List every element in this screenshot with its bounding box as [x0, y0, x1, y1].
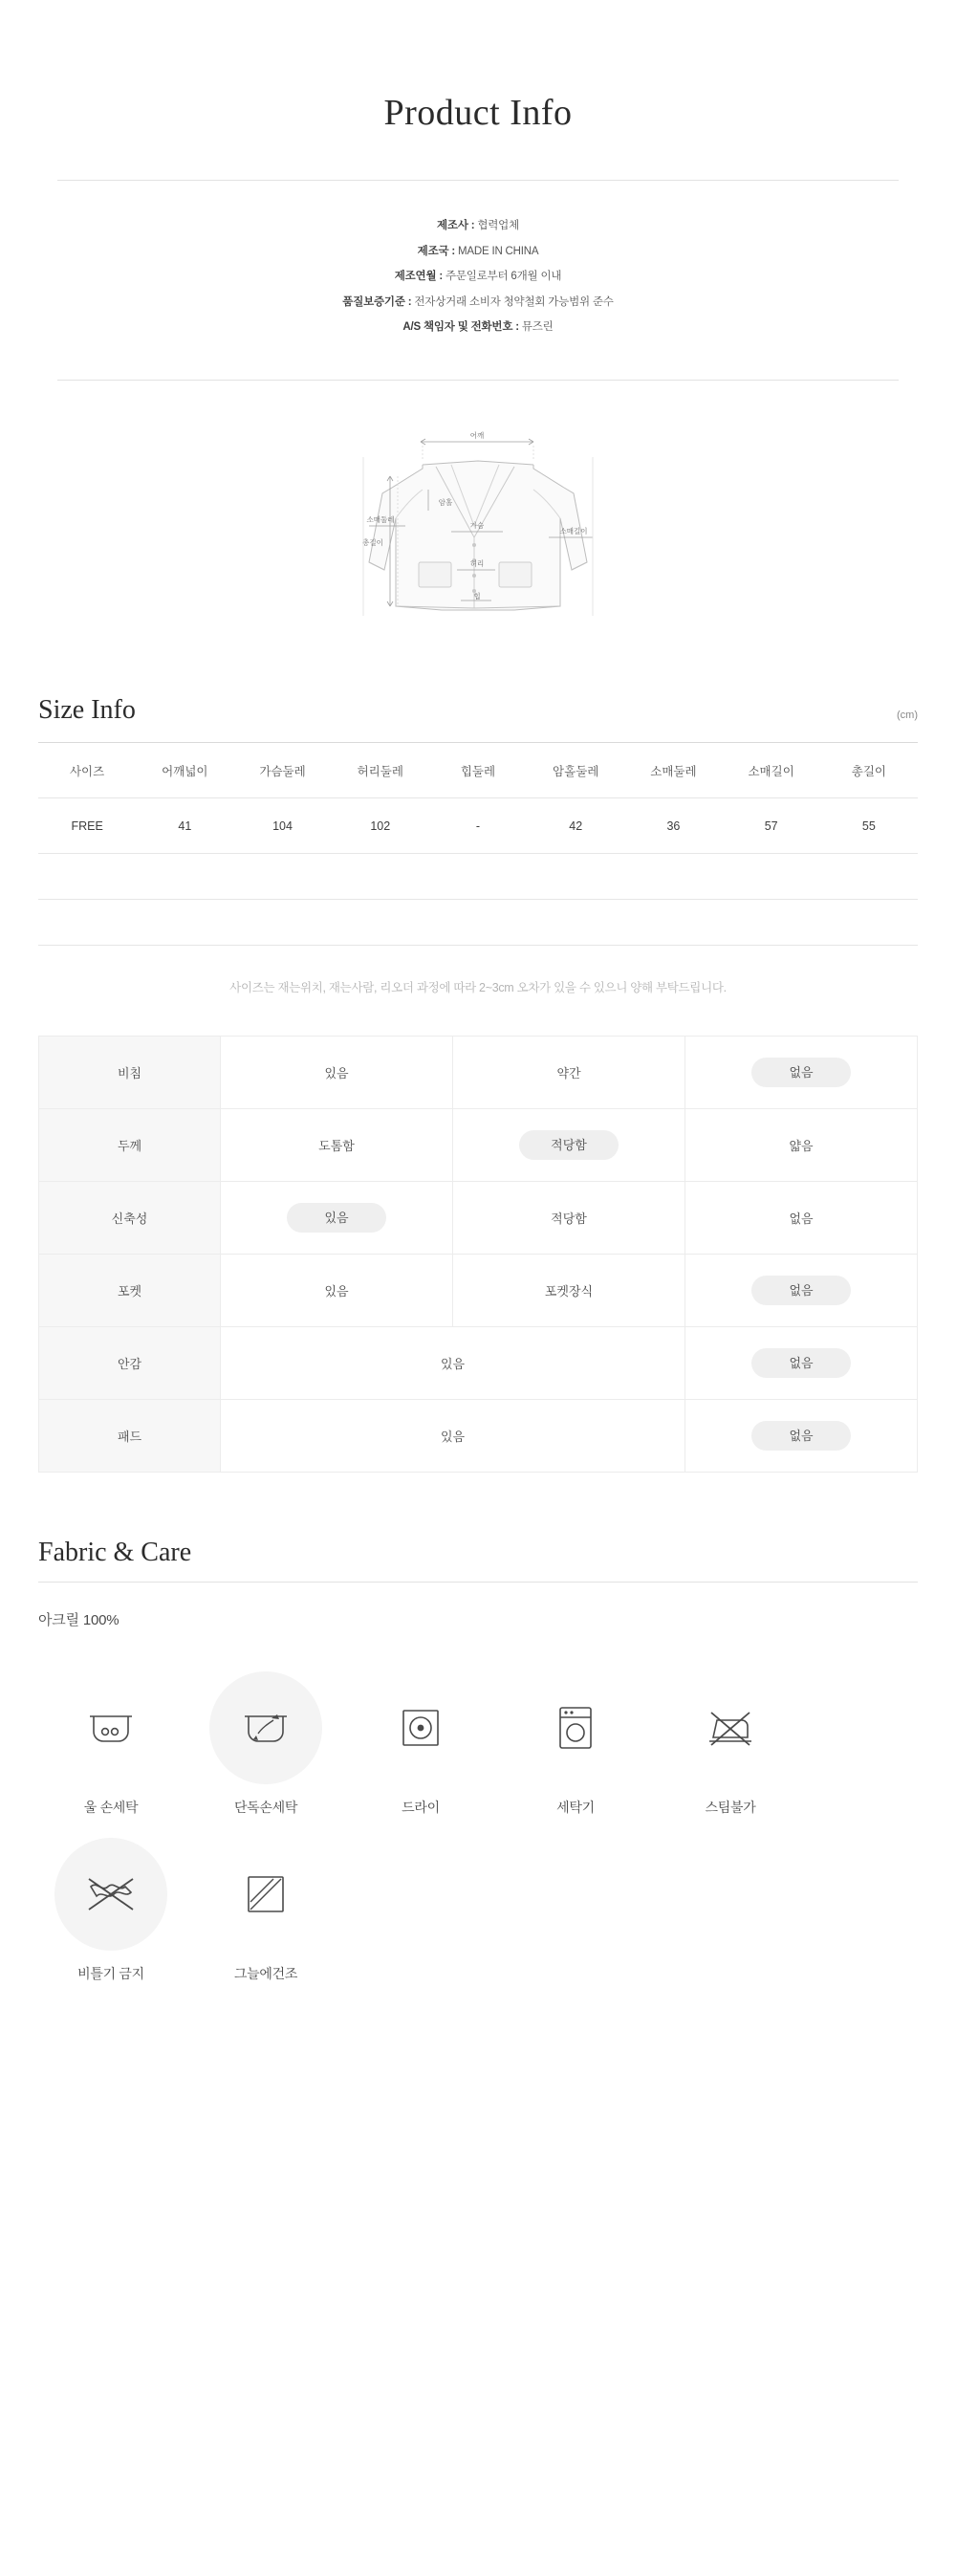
size-col-header: 암홀둘레	[527, 743, 624, 798]
care-item-label: 드라이	[402, 1800, 440, 1816]
size-cell: 41	[136, 798, 233, 854]
table-row-empty	[38, 900, 918, 946]
info-row: 제조사 : 협력업체	[437, 220, 519, 231]
hand-wash-wool-icon	[54, 1671, 167, 1784]
attribute-option-text: 약간	[556, 1066, 581, 1081]
attribute-option-text: 없음	[751, 1421, 851, 1451]
info-row: A/S 책임자 및 전화번호 : 뮤즈린	[402, 321, 554, 333]
garment-measurement-diagram	[0, 381, 956, 667]
fabric-composition: 아크릴 100%	[38, 1612, 120, 1629]
info-row-value: 뮤즈린	[521, 321, 554, 333]
care-item-label: 단독손세탁	[233, 1800, 298, 1816]
size-note: 사이즈는 재는위치, 재는사람, 리오더 과정에 따라 2~3cm 오차가 있을 수 있으니 양해 부탁드립니다.	[229, 981, 727, 995]
attribute-option-text: 있음	[287, 1203, 386, 1233]
attribute-option-text: 없음	[751, 1348, 851, 1378]
size-col-header: 소매길이	[723, 743, 820, 798]
size-table-body	[38, 798, 918, 946]
size-cell: -	[429, 798, 527, 854]
size-cell: 102	[332, 798, 429, 854]
attribute-option-selected[interactable]	[685, 1327, 918, 1400]
garment-diagram-svg	[277, 419, 679, 639]
attribute-option-selected[interactable]	[453, 1109, 685, 1182]
care-item	[38, 1671, 184, 1817]
table-row	[38, 798, 918, 854]
size-cell: FREE	[38, 798, 136, 854]
size-col-header: 가슴둘레	[233, 743, 331, 798]
info-row-label: 제조연월	[394, 271, 437, 282]
table-row	[39, 1255, 918, 1327]
attribute-option[interactable]	[685, 1109, 918, 1182]
attribute-option[interactable]	[221, 1109, 453, 1182]
info-row-value: 주문일로부터 6개월 이내	[445, 271, 562, 282]
attribute-option-selected[interactable]	[685, 1400, 918, 1473]
diagram-label-waist: 허리	[469, 558, 485, 568]
diagram-label-total-length: 총길이	[362, 537, 383, 547]
info-row: 제조연월 : 주문일로부터 6개월 이내	[394, 271, 562, 282]
table-row-empty	[38, 854, 918, 900]
table-row	[39, 1327, 918, 1400]
attribute-option-text: 얇음	[789, 1139, 814, 1154]
care-instructions-grid	[38, 1671, 918, 2004]
diagram-label-sleeve-circum: 소매둘레	[366, 514, 395, 524]
care-item	[658, 1671, 803, 1817]
care-item	[348, 1671, 493, 1817]
size-cell: 36	[624, 798, 722, 854]
attribute-option-text: 없음	[789, 1212, 814, 1227]
attribute-option[interactable]	[221, 1037, 453, 1109]
washing-machine-icon	[519, 1671, 632, 1784]
attribute-label: 포켓	[39, 1255, 221, 1327]
attribute-option[interactable]	[685, 1182, 918, 1255]
attribute-option-text: 포켓장식	[544, 1284, 594, 1299]
attribute-option-text: 있음	[324, 1066, 349, 1081]
size-info-title: Size Info	[38, 694, 136, 725]
size-info-table	[38, 742, 918, 946]
care-item	[503, 1671, 648, 1817]
table-row	[39, 1109, 918, 1182]
attribute-option[interactable]	[453, 1182, 685, 1255]
attribute-option-text: 적당함	[519, 1130, 619, 1160]
attribute-option-text: 적당함	[551, 1212, 587, 1227]
table-row	[39, 1182, 918, 1255]
size-col-header: 총길이	[820, 743, 918, 798]
fabric-care-title: Fabric & Care	[38, 1538, 192, 1568]
size-table-head	[38, 743, 918, 798]
care-item-label: 스팀불가	[705, 1800, 756, 1816]
size-col-header: 어깨넓이	[136, 743, 233, 798]
attribute-option[interactable]	[221, 1255, 453, 1327]
size-col-header: 힙둘레	[429, 743, 527, 798]
size-cell-empty	[38, 900, 918, 946]
diagram-label-hip: 힙	[473, 591, 481, 600]
attribute-option[interactable]	[453, 1037, 685, 1109]
attribute-option[interactable]	[453, 1255, 685, 1327]
size-unit-label: (cm)	[897, 709, 918, 722]
attribute-label: 비침	[39, 1037, 221, 1109]
care-item	[193, 1838, 338, 1983]
no-steam-icon	[674, 1671, 787, 1784]
attribute-option-text: 있음	[324, 1284, 349, 1299]
attribute-option-text: 있음	[440, 1430, 466, 1445]
info-row: 제조국 : MADE IN CHINA	[417, 245, 539, 257]
attribute-option-selected[interactable]	[685, 1255, 918, 1327]
attribute-option-text: 없음	[751, 1058, 851, 1087]
size-cell: 104	[233, 798, 331, 854]
care-item	[193, 1671, 338, 1817]
care-item	[38, 1838, 184, 1983]
attribute-label: 안감	[39, 1327, 221, 1400]
size-col-header: 허리둘레	[332, 743, 429, 798]
attribute-option-selected[interactable]	[221, 1182, 453, 1255]
attribute-option-text: 있음	[440, 1357, 466, 1372]
size-col-header: 사이즈	[38, 743, 136, 798]
product-info-block	[0, 181, 956, 368]
size-cell-empty	[38, 854, 918, 900]
care-item-label: 세탁기	[556, 1800, 595, 1816]
info-row-label: 품질보증기준	[342, 295, 405, 308]
care-item-label: 그늘에건조	[233, 1966, 298, 1982]
attribute-label: 패드	[39, 1400, 221, 1473]
attribute-option-text: 없음	[751, 1276, 851, 1305]
care-item-label: 울 손세탁	[83, 1800, 139, 1816]
attribute-option[interactable]	[221, 1327, 685, 1400]
info-row-value: 전자상거래 소비자 청약철회 가능범위 준수	[414, 295, 614, 308]
product-info-title: Product Info	[383, 93, 573, 133]
diagram-label-chest: 가슴	[469, 520, 485, 530]
attribute-option-selected[interactable]	[685, 1037, 918, 1109]
diagram-label-armhole: 암홀	[438, 497, 453, 507]
size-info-header	[38, 696, 918, 726]
attributes-body	[39, 1037, 918, 1473]
size-cell: 42	[527, 798, 624, 854]
info-row-value: MADE IN CHINA	[458, 245, 539, 257]
info-row-label: A/S 책임자 및 전화번호	[402, 321, 513, 333]
dry-clean-icon	[364, 1671, 477, 1784]
diagram-label-shoulder: 어깨	[469, 430, 485, 440]
table-row	[39, 1037, 918, 1109]
no-wring-icon	[54, 1838, 167, 1951]
attribute-label: 신축성	[39, 1182, 221, 1255]
table-row	[39, 1400, 918, 1473]
hand-wash-separate-icon	[209, 1671, 322, 1784]
attribute-label: 두께	[39, 1109, 221, 1182]
care-item-label: 비틀기 금지	[77, 1966, 144, 1982]
diagram-label-sleeve-length: 소매길이	[559, 526, 588, 535]
attribute-option[interactable]	[221, 1400, 685, 1473]
info-row-value: 협력업체	[477, 220, 519, 231]
size-cell: 55	[820, 798, 918, 854]
attribute-option-text: 도톰함	[318, 1139, 355, 1154]
info-row-label: 제조사	[437, 220, 468, 231]
info-row: 품질보증기준 : 전자상거래 소비자 청약철회 가능범위 준수	[342, 295, 614, 308]
info-row-label: 제조국	[417, 245, 449, 257]
bottom-spacer	[0, 2004, 956, 2119]
fabric-divider	[38, 1582, 918, 1583]
dry-in-shade-icon	[209, 1838, 322, 1951]
table-header-row	[38, 743, 918, 798]
size-col-header: 소매둘레	[624, 743, 722, 798]
attributes-table	[38, 1036, 918, 1473]
size-cell: 57	[723, 798, 820, 854]
